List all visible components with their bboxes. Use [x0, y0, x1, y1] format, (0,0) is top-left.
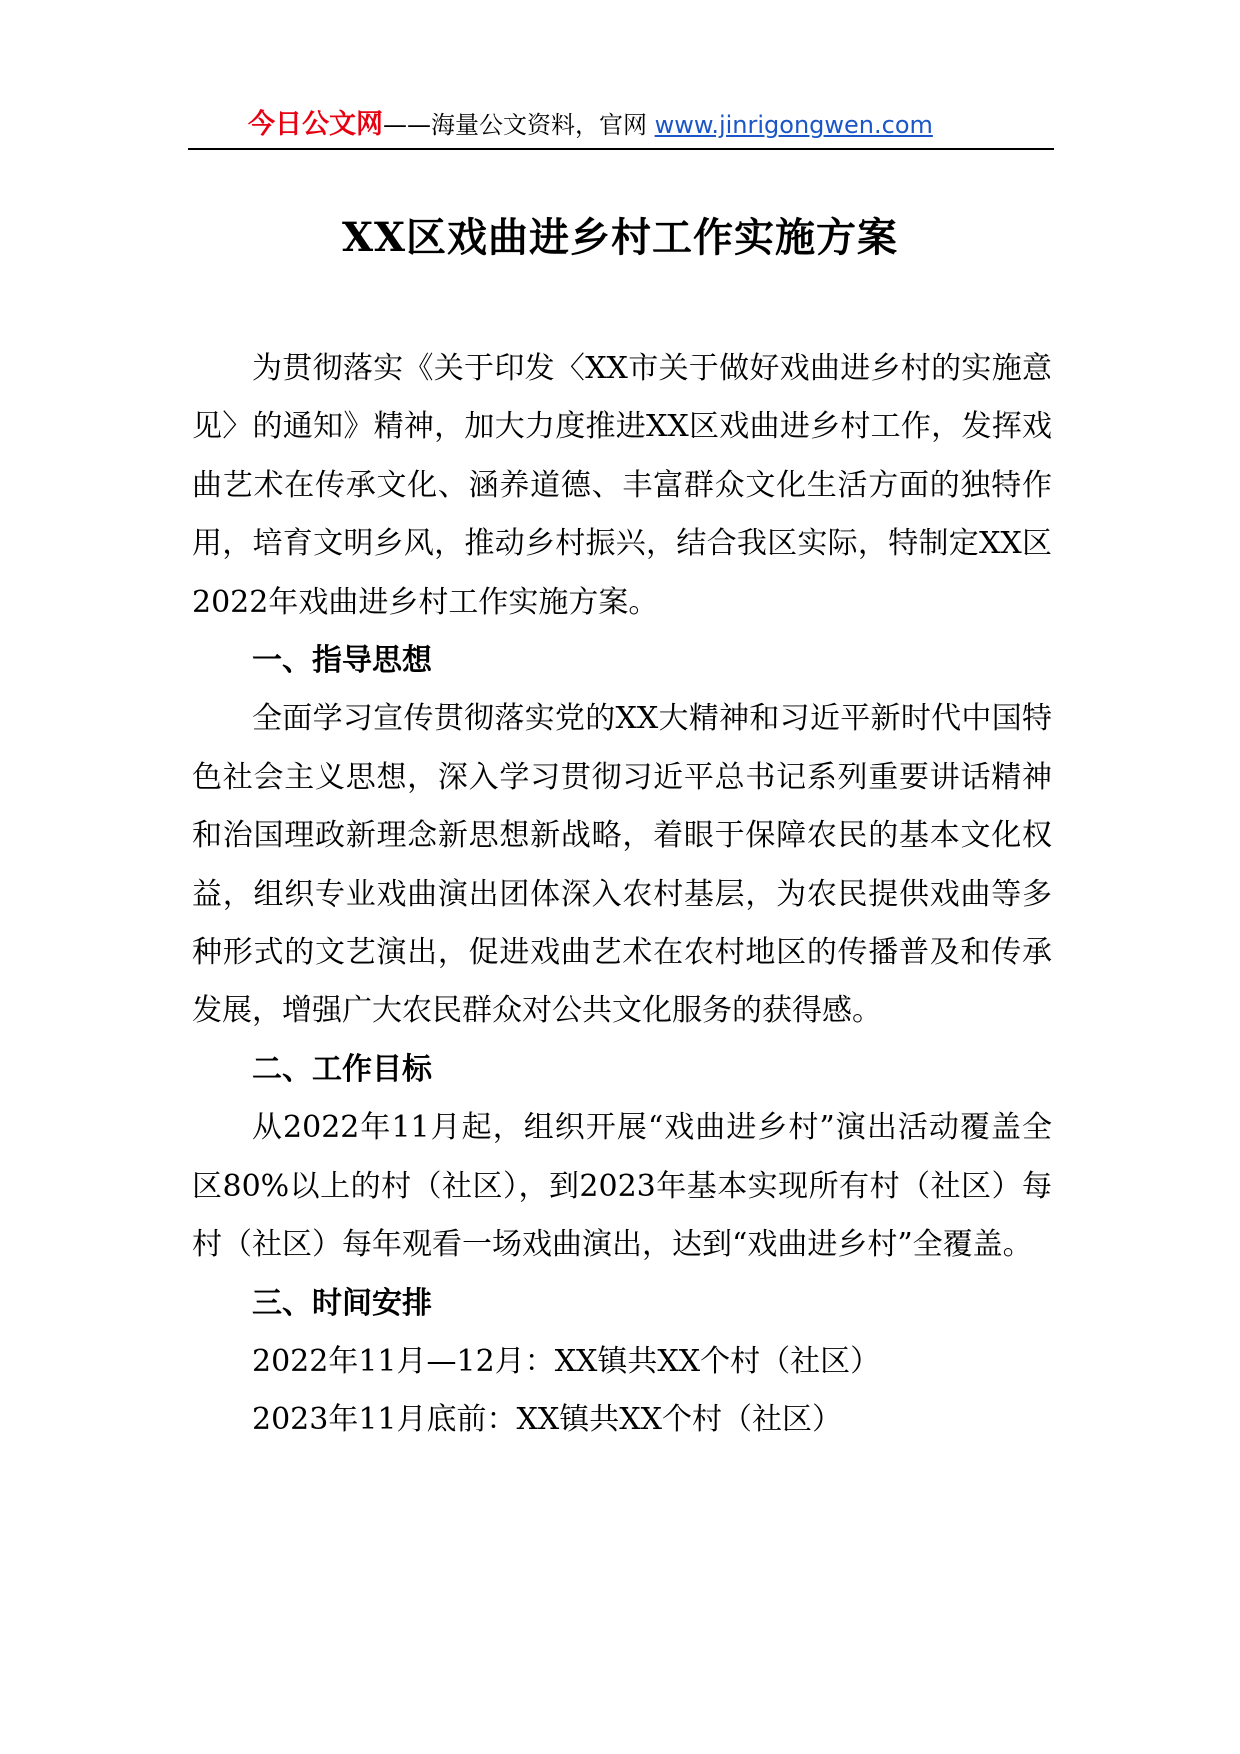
- section-paragraph-work-goals: 从2022年11月起，组织开展“戏曲进乡村”演出活动覆盖全区80%以上的村（社区），到2023年基本实现所有村（社区）每村（社区）每年观看一场戏曲演出，达到“戏曲进乡村”全覆盖。: [192, 1110, 1052, 1263]
- schedule-line-2022: 2022年11月—12月：XX镇共XX个村（社区）: [252, 1343, 881, 1379]
- schedule-line-2023: 2023年11月底前：XX镇共XX个村（社区）: [252, 1402, 842, 1438]
- header-tagline: ——海量公文资料，官网: [383, 111, 655, 139]
- site-header: [188, 102, 1054, 150]
- document-title: XX区戏曲进乡村工作实施方案: [341, 214, 899, 261]
- website-link[interactable]: www.jinrigongwen.com: [654, 111, 933, 139]
- brand-logo-text: 今日公文网: [248, 109, 383, 140]
- section-heading-guiding-thought: 一、指导思想: [252, 643, 432, 679]
- section-heading-work-goals: 二、工作目标: [252, 1051, 432, 1087]
- section-heading-schedule: 三、时间安排: [252, 1285, 432, 1321]
- document-body: [192, 340, 1052, 1450]
- header-line: [248, 110, 933, 140]
- section-paragraph-guiding-thought: 全面学习宣传贯彻落实党的XX大精神和习近平新时代中国特色社会主义思想，深入学习贯彻习近平总书记系列重要讲话精神和治国理政新理念新思想新战略，着眼于保障农民的基本文化权益，组织专业戏曲演出团体深入农村基层，为农民提供戏曲等多种形式的文艺演出，促进戏曲艺术在农村地区的传播普及和传承发展，增强广大农民群众对公共文化服务的获得感。: [192, 701, 1052, 1029]
- intro-paragraph: 为贯彻落实《关于印发〈XX市关于做好戏曲进乡村的实施意见〉的通知》精神，加大力度推进XX区戏曲进乡村工作，发挥戏曲艺术在传承文化、涵养道德、丰富群众文化生活方面的独特作用，培育文明乡风，推动乡村振兴，结合我区实际，特制定XX区2022年戏曲进乡村工作实施方案。: [192, 351, 1052, 620]
